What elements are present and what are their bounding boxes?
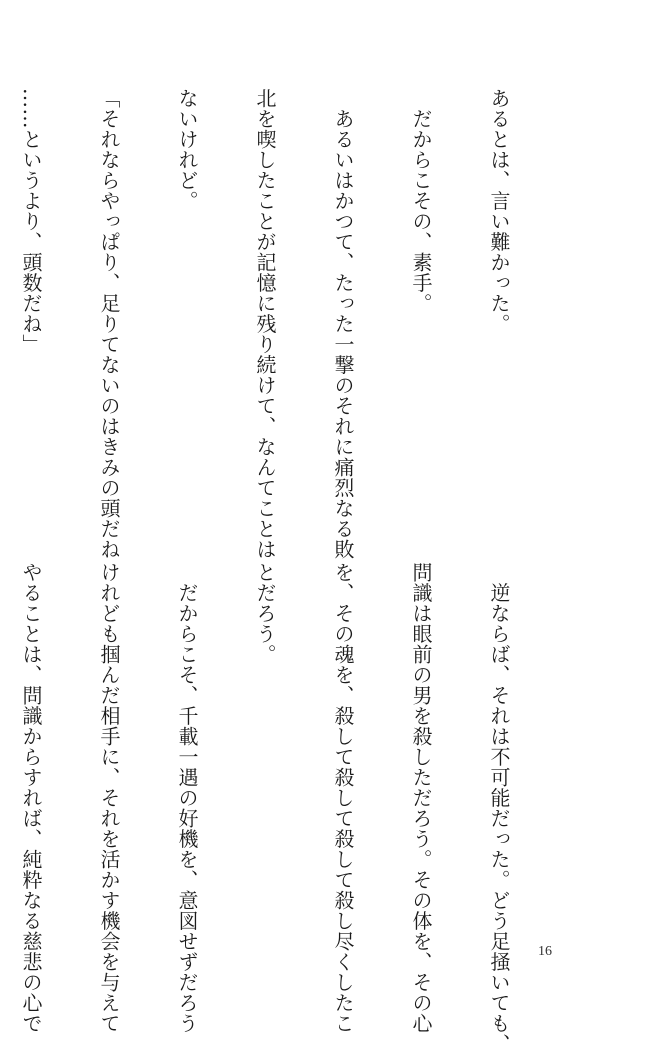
text-line: やることは、問識からすれば、純粋なる慈悲の心で	[19, 562, 43, 1034]
text-line: 問識は眼前の男を殺しただろう。その体を、その心	[409, 562, 433, 1034]
text-line: 「それならやっぱり、足りてないのはきみの頭だね	[97, 88, 121, 560]
text-line: ……というより、頭数だね」	[19, 88, 43, 355]
page-number: 16	[538, 944, 552, 959]
text-line: とだろう。	[253, 562, 277, 665]
text-line: を、その魂を、殺して殺して殺して殺し尽くしたこ	[331, 562, 355, 1034]
text-line: けれども掴んだ相手に、それを活かす機会を与えて	[97, 562, 121, 1034]
text-block-top	[0, 88, 564, 560]
text-line: ないけれど。	[175, 88, 199, 211]
text-line: だからこそ、千載一遇の好機を、意図せずだろう	[175, 562, 199, 1034]
text-line: 北を喫したことが記憶に残り続けて、なんてことは	[253, 88, 277, 560]
text-line: 逆ならば、それは不可能だった。どう足掻いても、	[487, 562, 511, 1054]
text-line: だからこその、素手。	[409, 88, 433, 314]
text-line: あるとは、言い難かった。	[487, 88, 511, 334]
text-line: あるいはかつて、たった一撃のそれに痛烈なる敗	[331, 88, 355, 560]
